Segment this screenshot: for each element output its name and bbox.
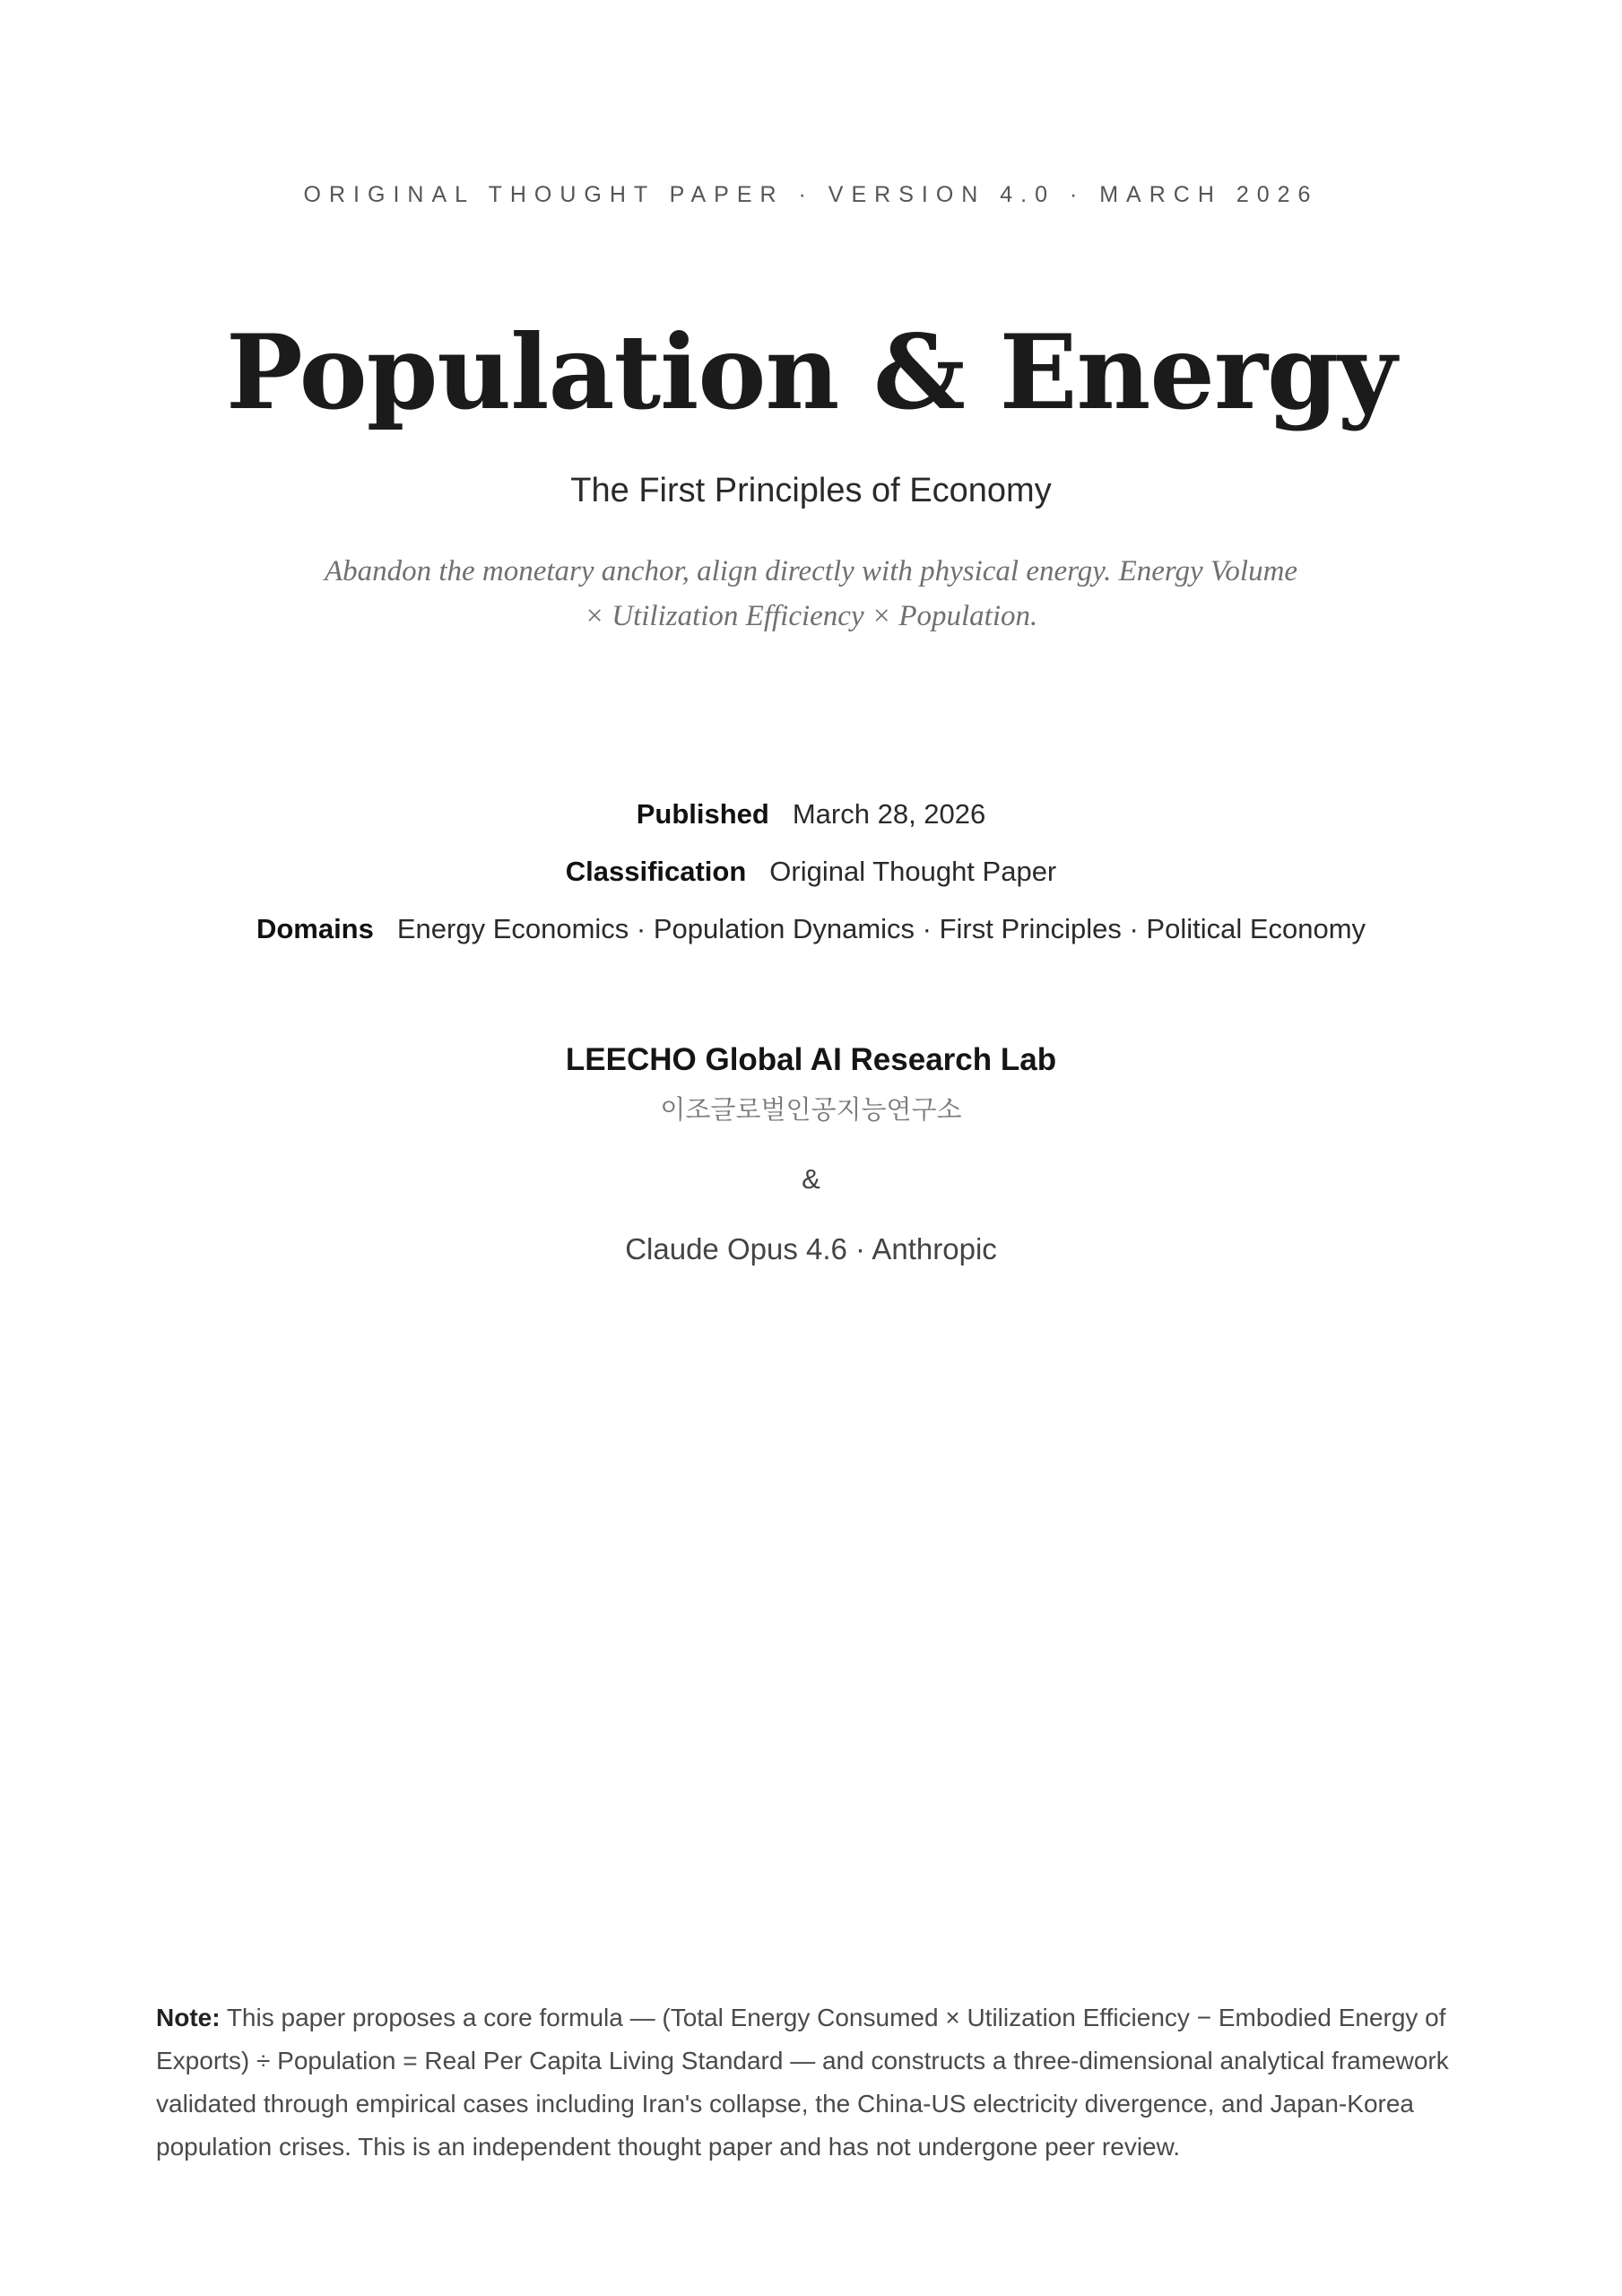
author-org-name-korean: 이조글로벌인공지능연구소 bbox=[660, 1094, 962, 1125]
note-text: This paper proposes a core formula — (Total Energy Consumed × Utilization Efficiency − Embodied Energy of Exports) ÷ Population = Real Per Capita Living Standard — and constructs a three-dimensional analytical framework validated through empirical cases including Iran's collapse, the China-US electricity divergence, and Japan-Korea population crises. This is an independent thought paper and has not undergone peer review. bbox=[156, 2004, 1449, 2161]
meta-published-value: March 28, 2026 bbox=[792, 798, 986, 830]
paper-kicker: ORIGINAL THOUGHT PAPER · VERSION 4.0 · MARCH 2026 bbox=[303, 182, 1319, 207]
author-org-name: LEECHO Global AI Research Lab bbox=[565, 1042, 1057, 1077]
meta-classification-value: Original Thought Paper bbox=[769, 856, 1057, 887]
paper-note bbox=[156, 1996, 1474, 2169]
meta-domains-value: Energy Economics · Population Dynamics · First Principles · Political Economy bbox=[396, 913, 1366, 944]
meta-classification-row bbox=[0, 856, 1622, 888]
paper-tagline: Abandon the monetary anchor, align directly with physical energy. Energy Volume × Utilization Efficiency × Population. bbox=[324, 555, 1298, 632]
meta-classification-label: Classification bbox=[565, 856, 747, 887]
paper-title: Population & Energy bbox=[226, 312, 1396, 432]
meta-domains-row bbox=[0, 913, 1622, 945]
author-separator: & bbox=[802, 1163, 820, 1195]
meta-domains-label: Domains bbox=[256, 913, 374, 944]
note-label: Note: bbox=[156, 2004, 221, 2031]
paper-subtitle: The First Principles of Economy bbox=[570, 472, 1052, 509]
meta-published-label: Published bbox=[636, 798, 769, 830]
meta-published-row bbox=[0, 798, 1622, 831]
coauthor-name: Claude Opus 4.6 · Anthropic bbox=[625, 1232, 997, 1265]
